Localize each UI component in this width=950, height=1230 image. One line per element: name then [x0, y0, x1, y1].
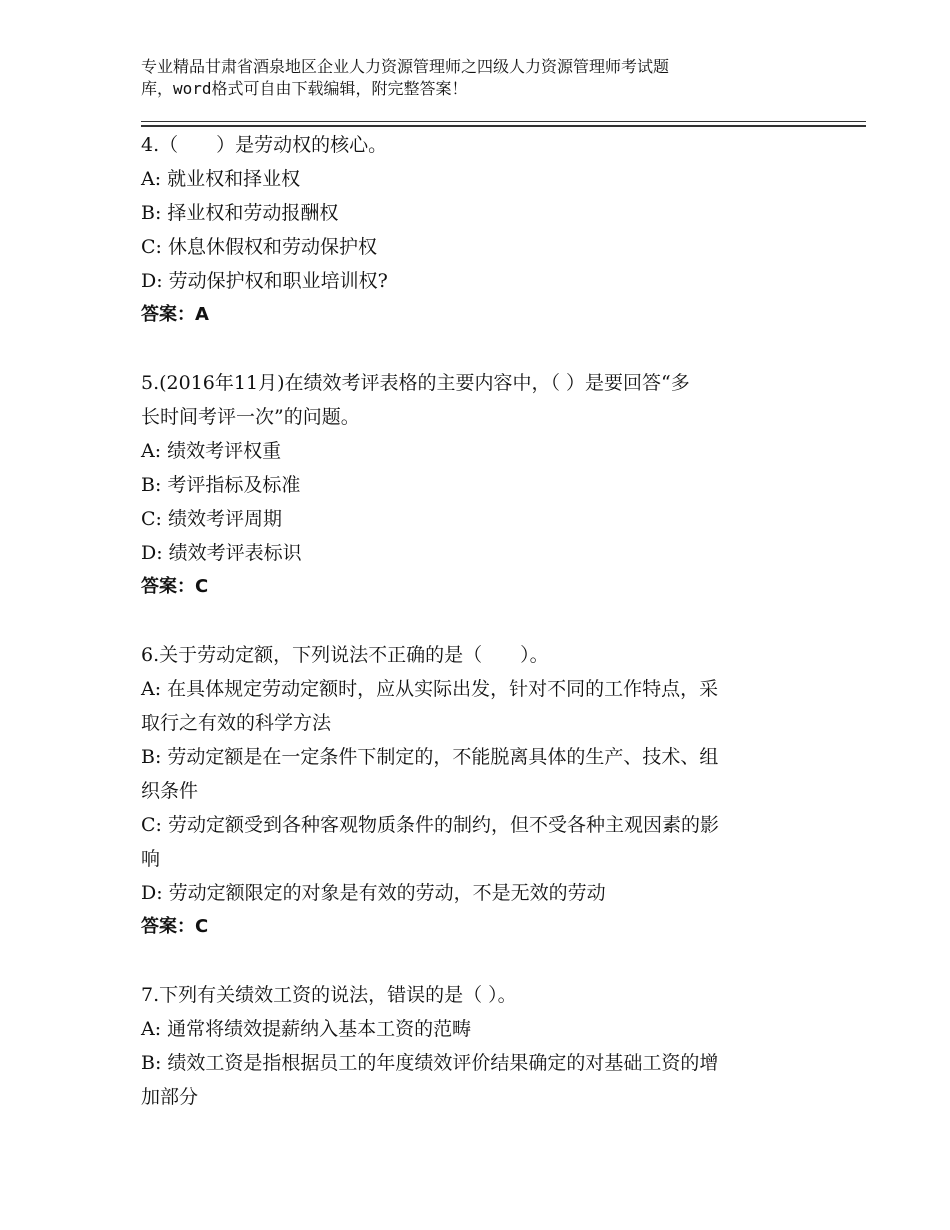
question-spacer: [141, 944, 811, 978]
answer-label: 答案：C: [141, 576, 209, 597]
header-line-1: 专业精品甘肃省酒泉地区企业人力资源管理师之四级人力资源管理师考试题: [141, 57, 670, 76]
option-d: D: 绩效考评表标识: [141, 542, 302, 564]
option-a: A: 就业权和择业权: [141, 168, 301, 190]
option-b: B: 劳动定额是在一定条件下制定的，不能脱离具体的生产、技术、组: [141, 746, 719, 768]
question-stem: 4.（ ）是劳动权的核心。: [141, 134, 388, 156]
option-a-continued: 取行之有效的科学方法: [141, 712, 332, 734]
document-header: [141, 56, 841, 100]
question-6: [141, 638, 811, 944]
question-7: [141, 978, 811, 1114]
question-stem: 6.关于劳动定额，下列说法不正确的是（ ）。: [141, 644, 549, 666]
question-spacer: [141, 332, 811, 366]
option-b-continued: 加部分: [141, 1086, 199, 1108]
question-spacer: [141, 604, 811, 638]
header-line-2: 库，word格式可自由下载编辑，附完整答案！: [141, 79, 468, 98]
option-a: A: 通常将绩效提薪纳入基本工资的范畴: [141, 1018, 472, 1040]
option-d: D: 劳动保护权和职业培训权?: [141, 270, 388, 292]
option-a: A: 绩效考评权重: [141, 440, 282, 462]
header-divider-thick: [141, 125, 866, 127]
header-divider-thin: [141, 121, 866, 122]
option-b: B: 绩效工资是指根据员工的年度绩效评价结果确定的对基础工资的增: [141, 1052, 719, 1074]
answer-label: 答案：C: [141, 916, 209, 937]
option-b-continued: 织条件: [141, 780, 199, 802]
option-b: B: 考评指标及标准: [141, 474, 301, 496]
answer-label: 答案：A: [141, 304, 209, 325]
option-c: C: 劳动定额受到各种客观物质条件的制约，但不受各种主观因素的影: [141, 814, 719, 836]
question-stem: 5.(2016年11月)在绩效考评表格的主要内容中，（ ）是要回答“多: [141, 372, 690, 394]
option-c: C: 休息休假权和劳动保护权: [141, 236, 377, 258]
question-4: [141, 128, 811, 332]
question-stem-continued: 长时间考评一次”的问题。: [141, 406, 360, 428]
question-list: [141, 128, 811, 1114]
question-stem: 7.下列有关绩效工资的说法，错误的是（ ）。: [141, 984, 517, 1006]
option-c-continued: 响: [141, 848, 161, 870]
question-5: [141, 366, 811, 604]
option-d: D: 劳动定额限定的对象是有效的劳动，不是无效的劳动: [141, 882, 606, 904]
option-b: B: 择业权和劳动报酬权: [141, 202, 339, 224]
option-c: C: 绩效考评周期: [141, 508, 282, 530]
option-a: A: 在具体规定劳动定额时，应从实际出发，针对不同的工作特点，采: [141, 678, 719, 700]
